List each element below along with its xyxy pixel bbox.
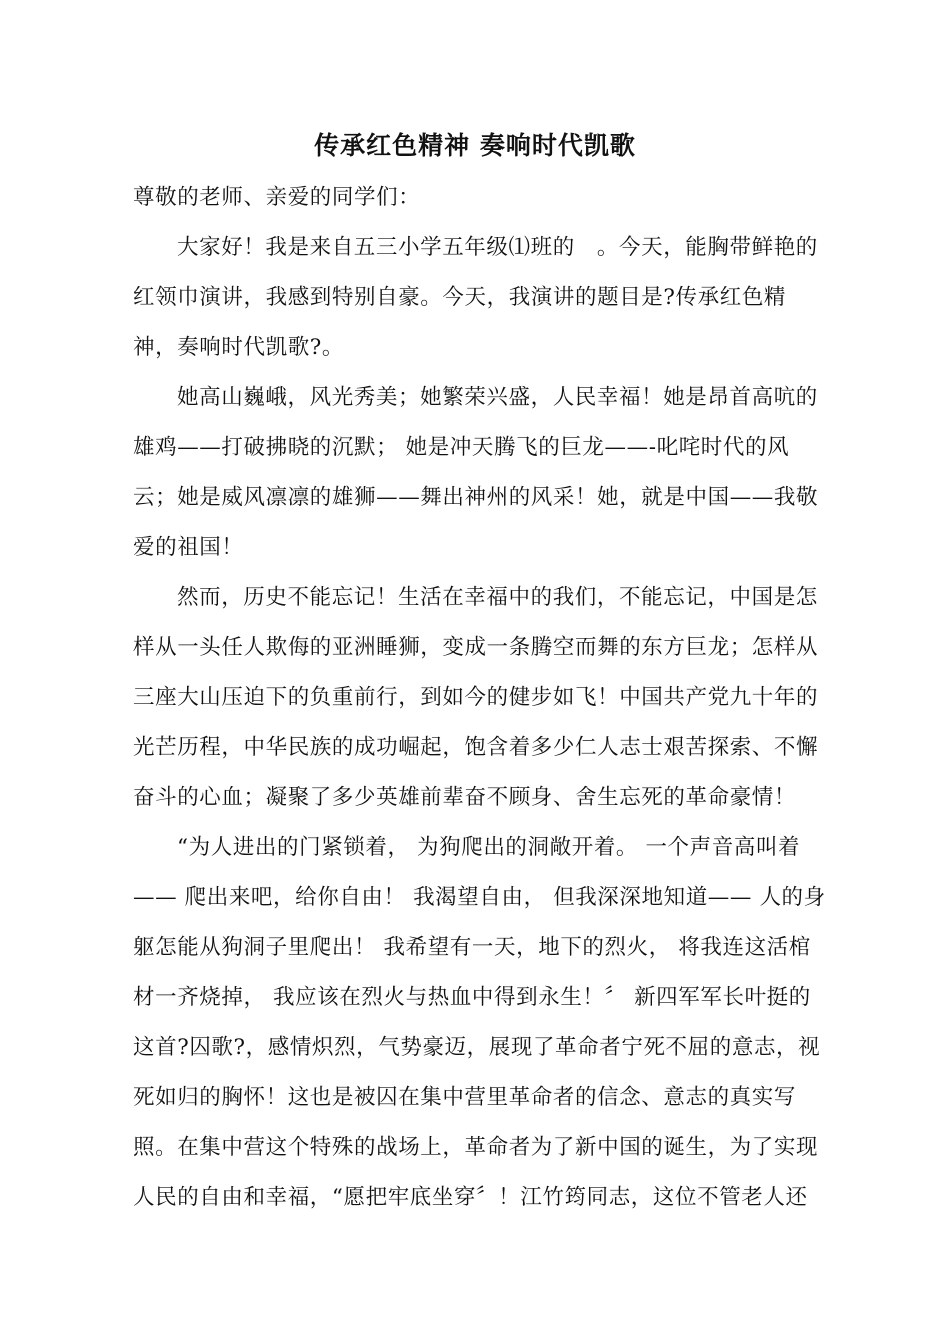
text-line: 云；她是威风凛凛的雄狮——舞出神州的风采！她，就是中国——我敬 — [133, 485, 819, 510]
text-line: 光芒历程，中华民族的成功崛起，饱含着多少仁人志士艰苦探索、不懈 — [133, 735, 819, 760]
text-line: 材一齐烧掉， 我应该在烈火与热血中得到永生！〞 新四军军长叶挺的 — [133, 985, 811, 1010]
text-line: 躯怎能从狗洞子里爬出！ 我希望有一天，地下的烈火， 将我连这活棺 — [133, 935, 811, 960]
text-line: 三座大山压迫下的负重前行，到如今的健步如飞！中国共产党九十年的 — [133, 685, 819, 710]
text-line: 神，奏响时代凯歌?。 — [133, 335, 345, 360]
text-line: 红领巾演讲，我感到特别自豪。今天，我演讲的题目是?传承红色精 — [133, 285, 787, 310]
text-line: 死如归的胸怀！这也是被囚在集中营里革命者的信念、意志的真实写 — [133, 1085, 797, 1110]
text-line: —— 爬出来吧，给你自由！ 我渴望自由， 但我深深地知道—— 人的身 — [133, 885, 826, 910]
text-line: 样从一头任人欺侮的亚洲睡狮，变成一条腾空而舞的东方巨龙；怎样从 — [133, 635, 819, 660]
text-line: 照。在集中营这个特殊的战场上，革命者为了新中国的诞生，为了实现 — [133, 1135, 819, 1160]
text-line: 人民的自由和幸福，“愿把牢底坐穿〞！江竹筠同志，这位不管老人还 — [133, 1185, 808, 1210]
text-line: 她高山巍峨，风光秀美；她繁荣兴盛，人民幸福！她是昂首高吭的 — [177, 385, 818, 410]
text-line: 大家好！我是来自五三小学五年级⑴班的 。今天，能胸带鲜艳的 — [177, 235, 818, 260]
text-line: 这首?囚歌?，感情炽烈，气势豪迈，展现了革命者宁死不屈的意志，视 — [133, 1035, 821, 1060]
text-line: “为人进出的门紧锁着， 为狗爬出的洞敞开着。 一个声音高叫着 — [177, 835, 801, 860]
text-line: 雄鸡——打破拂晓的沉默； 她是冲天腾飞的巨龙——-叱咤时代的风 — [133, 435, 790, 460]
text-line: 然而，历史不能忘记！生活在幸福中的我们，不能忘记，中国是怎 — [177, 585, 818, 610]
salutation: 尊敬的老师、亲爱的同学们： — [133, 185, 421, 210]
document-title: 传承红色精神 奏响时代凯歌 — [314, 131, 636, 160]
text-line: 爱的祖国！ — [133, 535, 244, 560]
text-line: 奋斗的心血；凝聚了多少英雄前辈奋不顾身、舍生忘死的革命豪情！ — [133, 785, 797, 810]
